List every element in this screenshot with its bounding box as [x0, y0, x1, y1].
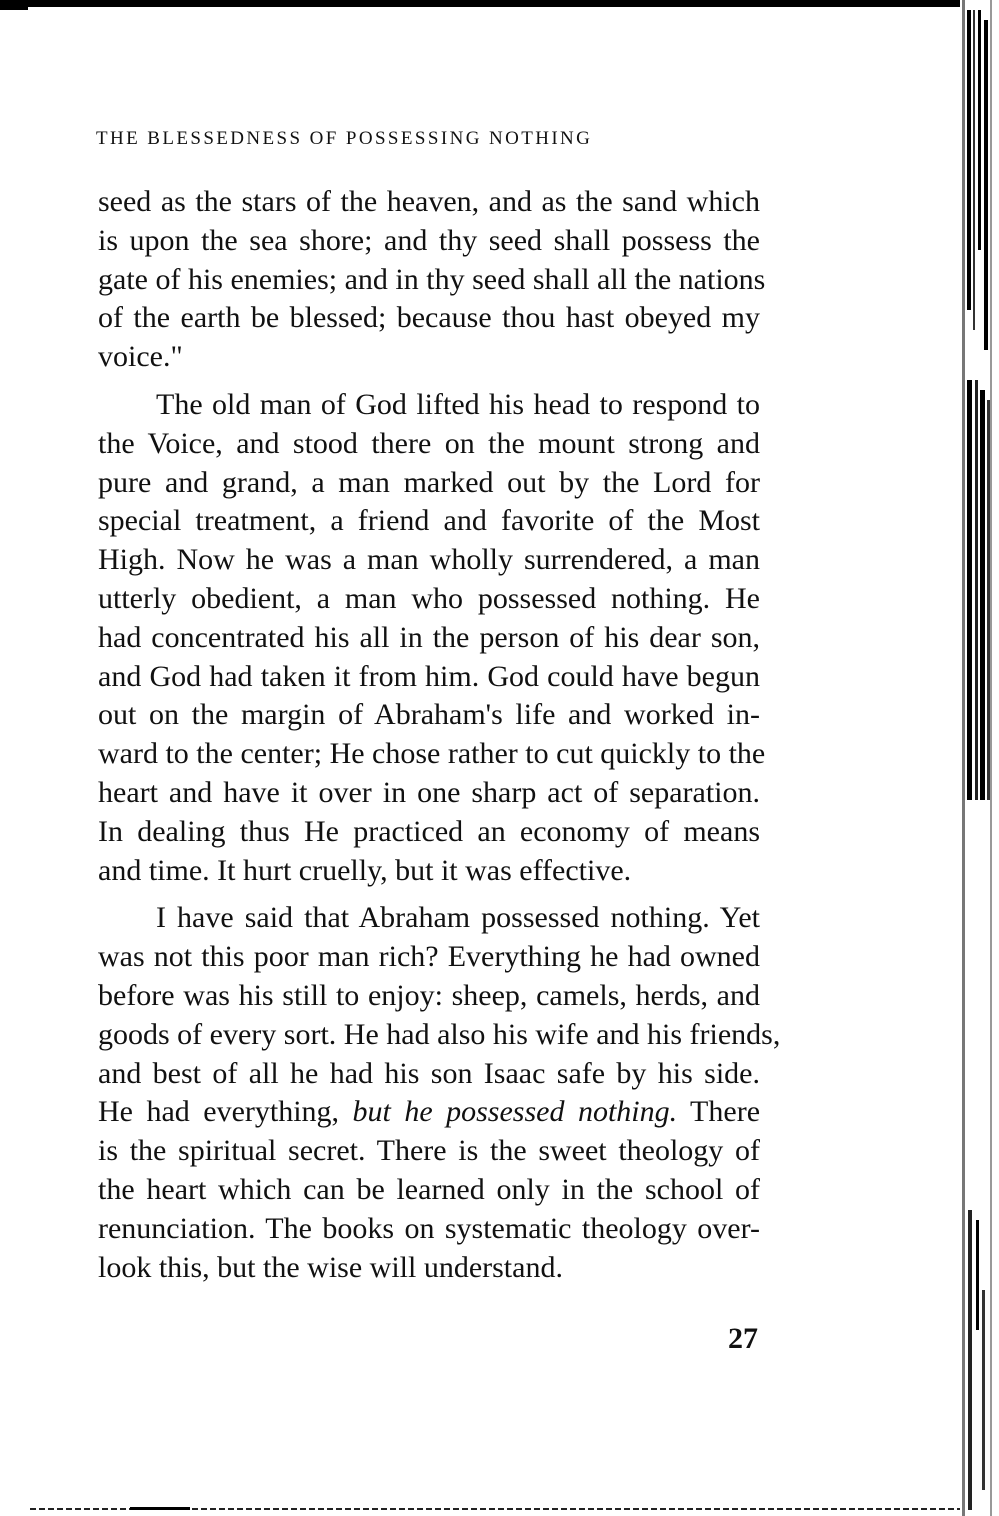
- scan-bottom-mark: [130, 1507, 190, 1510]
- text-line: High. Now he was a man wholly surrendered, a man: [98, 543, 760, 577]
- scan-corner-mark: [0, 7, 28, 10]
- text-line: and God had taken it from him. God could have begun: [98, 659, 760, 693]
- text-line: is upon the sea shore; and thy seed shall possess the: [98, 223, 760, 257]
- paragraph-1: [98, 183, 766, 377]
- text-line: the heart which can be learned only in the school of: [98, 1172, 760, 1206]
- text-line: seed as the stars of the heaven, and as the sand which: [98, 185, 760, 218]
- text-line: had concentrated his all in the person of his dear son,: [98, 620, 760, 654]
- text-segment: There: [677, 1095, 761, 1129]
- text-line: I have said that Abraham possessed nothing. Yet: [156, 901, 760, 935]
- text-line: out on the margin of Abraham's life and worked in-: [98, 698, 760, 732]
- text-line: utterly obedient, a man who possessed nothing. He: [98, 581, 760, 615]
- scan-top-edge: [0, 0, 960, 7]
- text-line-with-italic: [98, 1093, 760, 1132]
- text-line: goods of every sort. He had also his wife and his friends,: [98, 1017, 781, 1051]
- running-head: THE BLESSEDNESS OF POSSESSING NOTHING: [96, 128, 593, 149]
- text-line: ward to the center; He chose rather to cut quickly to the: [98, 737, 766, 771]
- text-line: voice.": [98, 340, 183, 374]
- paragraph-3: [98, 899, 781, 1287]
- text-line: before was his still to enjoy: sheep, camels, herds, and: [98, 978, 760, 1012]
- text-line: gate of his enemies; and in thy seed shall all the nations: [98, 262, 766, 296]
- text-line: of the earth be blessed; because thou hast obeyed my: [98, 301, 760, 335]
- text-line: look this, but the wise will understand.: [98, 1250, 563, 1284]
- paragraph-2: [98, 386, 766, 890]
- text-segment: He had everything,: [98, 1095, 353, 1129]
- body-text: [98, 183, 781, 1287]
- text-line: was not this poor man rich? Everything he had owned: [98, 940, 760, 974]
- text-line: The old man of God lifted his head to respond to: [156, 387, 760, 421]
- text-line: In dealing thus He practiced an economy of means: [98, 814, 760, 848]
- text-line: and time. It hurt cruelly, but it was effective.: [98, 853, 632, 887]
- page-number: 27: [728, 1322, 758, 1355]
- italic-phrase: but he possessed nothing.: [352, 1095, 678, 1129]
- text-line: pure and grand, a man marked out by the Lord for: [98, 465, 760, 499]
- text-line: and best of all he had his son Isaac safe by his side.: [98, 1056, 760, 1090]
- text-line: is the spiritual secret. There is the sweet theology of: [98, 1134, 760, 1168]
- text-line: renunciation. The books on systematic theology over-: [98, 1211, 760, 1245]
- text-line: special treatment, a friend and favorite of the Most: [98, 504, 760, 538]
- text-line: heart and have it over in one sharp act of separation.: [98, 775, 760, 809]
- text-line: the Voice, and stood there on the mount strong and: [98, 426, 760, 460]
